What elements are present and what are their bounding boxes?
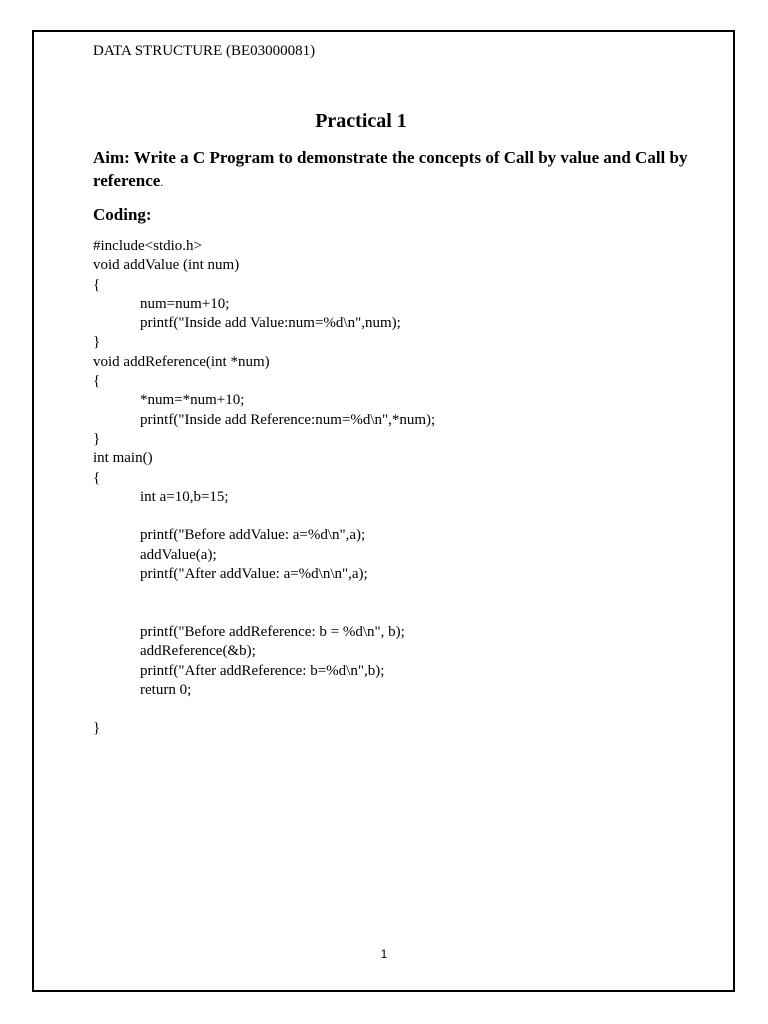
coding-heading: Coding: [93,205,152,224]
code-line [93,507,693,526]
code-line: } [93,430,101,447]
aim-text: Aim: Write a C Program to demonstrate the concepts of Call by value and Call by reference [93,148,688,190]
code-line [93,584,693,603]
code-line [93,700,693,719]
code-line: void addReference(int *num) [93,353,270,370]
code-line: { [93,276,101,293]
code-line: printf("Before addReference: b = %d\n", b); [140,623,405,640]
code-line: printf("Before addValue: a=%d\n",a); [140,527,366,544]
code-line: printf("After addValue: a=%d\n\n",a); [140,566,368,583]
code-line: printf("Inside add Value:num=%d\n",num); [140,315,401,332]
code-listing [93,237,693,739]
code-line: #include<stdio.h> [93,238,202,254]
code-line: addReference(&b); [140,643,256,660]
code-line: } [93,720,101,737]
code-line: int a=10,b=15; [140,488,229,505]
code-line: addValue(a); [140,546,217,563]
code-line: *num=*num+10; [140,392,245,409]
code-line: num=num+10; [140,295,230,312]
page-number: 1 [380,947,388,961]
aim-statement [93,146,693,194]
code-line: printf("Inside add Reference:num=%d\n",*num); [140,411,436,428]
code-line: int main() [93,450,153,467]
code-line: void addValue (int num) [93,257,240,274]
code-line: return 0; [140,681,192,698]
aim-trailing-period: . [160,175,164,189]
code-line [93,604,693,623]
document-header: DATA STRUCTURE (BE03000081) [93,43,316,59]
code-line: } [93,334,101,351]
code-line: { [93,373,101,390]
page-title: Practical 1 [315,110,407,132]
code-line: printf("After addReference: b=%d\n",b); [140,662,385,679]
code-line: { [93,469,101,486]
